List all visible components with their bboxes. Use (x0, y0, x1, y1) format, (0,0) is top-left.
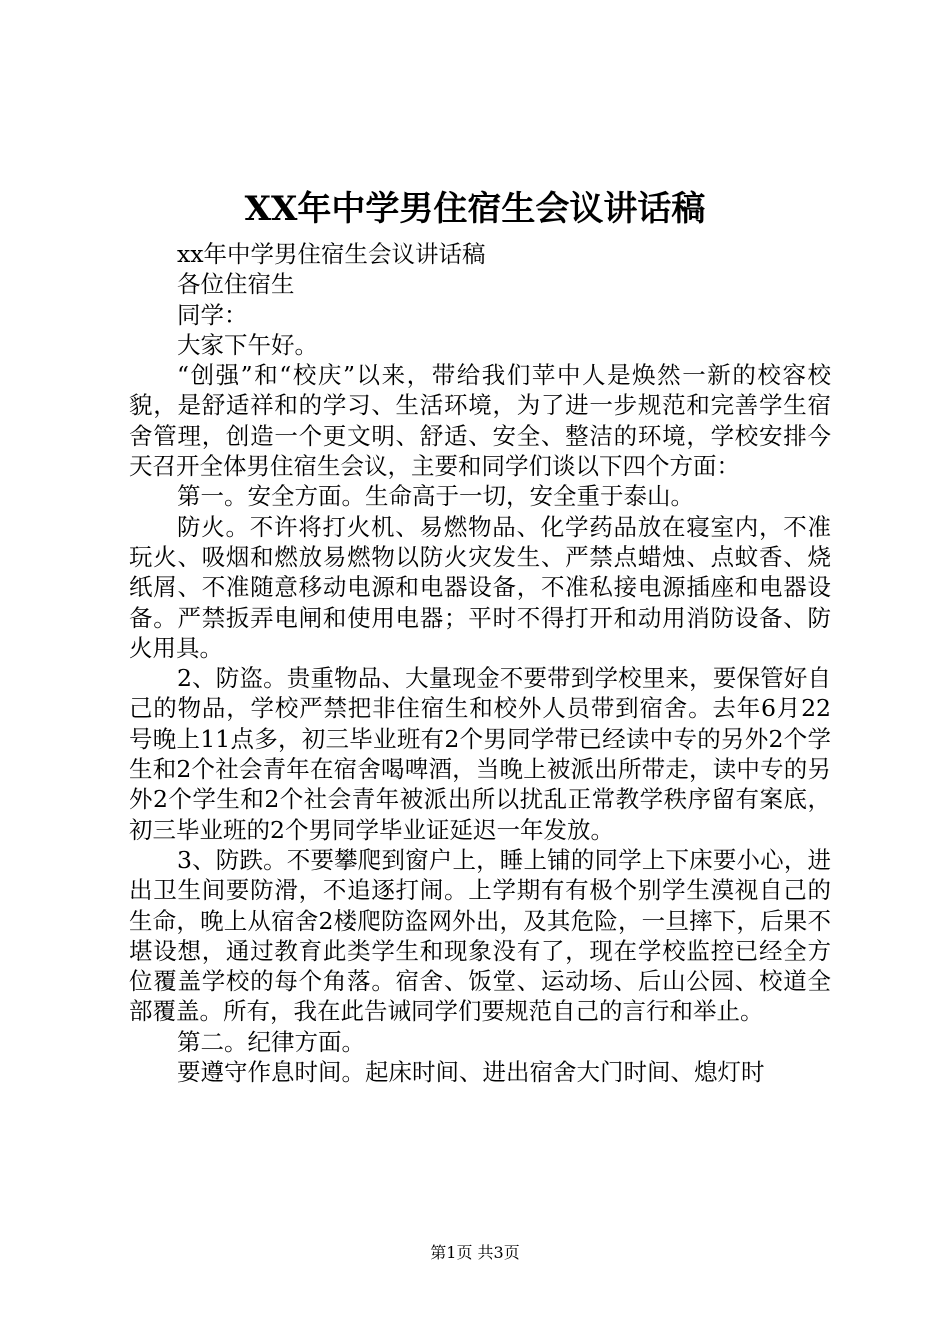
document-body (129, 239, 831, 1087)
paragraph-subtitle: xx年中学男住宿生会议讲话稿 (177, 240, 486, 268)
paragraph-section-safety: 第一。安全方面。生命高于一切，安全重于泰山。 (177, 482, 694, 511)
paragraph-salutation-2: 同学： (177, 300, 248, 329)
paragraph-fire-prevention: 防火。不许将打火机、易燃物品、化学药品放在寝室内，不准玩火、吸烟和燃放易燃物以防火灾发生、严禁点蜡烛、点蚊香、烧纸屑、不准随意移动电源和电器设备，不准私接电源插座和电器设备。严禁扳弄电闸和使用电器；平时不得打开和动用消防设备、防火用具。 (129, 512, 831, 662)
paragraph-theft-prevention: 2、防盗。贵重物品、大量现金不要带到学校里来，要保管好自己的物品，学校严禁把非住宿生和校外人员带到宿舍。去年6月22号晚上11点多，初三毕业班有2个男同学带已经读中专的另外2个学生和2个社会青年在宿舍喝啤酒，当晚上被派出所带走，读中专的另外2个学生和2个社会青年被派出所以扰乱正常教学秩序留有案底，初三毕业班的2个男同学毕业证延迟一年发放。 (129, 664, 831, 844)
paragraph-section-discipline: 第二。纪律方面。 (177, 1027, 365, 1056)
paragraph-fall-prevention: 3、防跌。不要攀爬到窗户上，睡上铺的同学上下床要小心，进出卫生间要防滑，不追逐打闹。上学期有有极个别学生漠视自己的生命，晚上从宿舍2楼爬防盗网外出，及其危险，一旦摔下，后果不堪设想，通过教育此类学生和现象没有了，现在学校监控已经全方位覆盖学校的每个角落。宿舍、饭堂、运动场、后山公园、校道全部覆盖。所有，我在此告诫同学们要规范自己的言行和举止。 (129, 845, 831, 1026)
document-title: XX年中学男住宿生会议讲话稿 (244, 189, 706, 229)
page-number-footer: 第1页 共3页 (430, 1243, 520, 1262)
paragraph-salutation: 各位住宿生 (177, 270, 295, 299)
paragraph-schedule: 要遵守作息时间。起床时间、进出宿舍大门时间、熄灯时 (177, 1058, 765, 1087)
paragraph-intro: “创强”和“校庆”以来，带给我们苹中人是焕然一新的校容校貌，是舒适祥和的学习、生活环境，为了进一步规范和完善学生宿舍管理，创造一个更文明、舒适、安全、整洁的环境，学校安排今天召开全体男住宿生会议，主要和同学们谈以下四个方面： (129, 361, 831, 481)
paragraph-greeting: 大家下午好。 (177, 330, 318, 359)
